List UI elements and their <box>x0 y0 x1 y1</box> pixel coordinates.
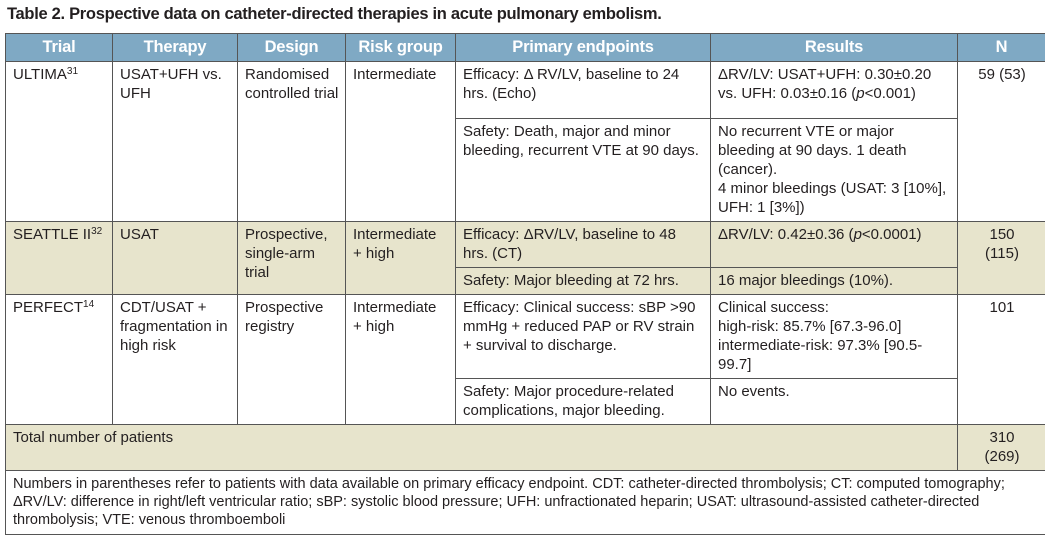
total-label: Total number of patients <box>6 425 958 471</box>
design-cell: Randomised controlled trial <box>238 62 346 222</box>
n-cell <box>958 222 1045 295</box>
trial-cell <box>6 295 113 425</box>
table-footnote: Numbers in parentheses refer to patients with data available on primary efficacy endpoint. CDT: catheter-directed thrombolysis; CT: computed tomography; ΔRV/LV: difference in right/left ventricular ratio; sBP: systolic blood pressure; UFH: unfractionated heparin; USAT: ultrasound-assisted catheter-directed thrombolysis; VTE: venous thromboemboli <box>6 471 1045 535</box>
header-primary-endpoints: Primary endpoints <box>456 34 711 62</box>
result-text: Clinical success: <box>718 299 829 316</box>
n-cell: 59 (53) <box>958 62 1045 222</box>
trial-reference: 14 <box>83 299 95 310</box>
table-caption: Table 2. Prospective data on catheter-directed therapies in acute pulmonary embolism. <box>7 5 662 23</box>
result-text: ΔRV/LV: 0.42±0.36 ( <box>718 226 854 243</box>
header-risk-group: Risk group <box>346 34 456 62</box>
header-design: Design <box>238 34 346 62</box>
safety-endpoint-cell: Safety: Major bleeding at 72 hrs. <box>456 268 711 295</box>
result-text: ( <box>851 85 857 102</box>
result-text: 4 minor bleedings (USAT: 3 [10%], UFH: 1 [3%]) <box>718 180 947 216</box>
trial-name: SEATTLE II <box>13 226 92 243</box>
footnote-row <box>6 471 1045 535</box>
design-cell: Prospective, single-arm trial <box>238 222 346 295</box>
efficacy-endpoint-cell: Efficacy: Clinical success: sBP >90 mmHg + reduced PAP or RV strain + survival to discharge. <box>456 295 711 379</box>
trial-name: ULTIMA <box>13 66 67 83</box>
trial-cell <box>6 62 113 222</box>
risk-group-cell: Intermediate + high <box>346 222 456 295</box>
efficacy-endpoint-cell: Efficacy: Δ RV/LV, baseline to 24 hrs. (Echo) <box>456 62 711 119</box>
n-evaluable: (115) <box>985 245 1019 262</box>
result-text: intermediate-risk: 97.3% [90.5-99.7] <box>718 337 923 373</box>
efficacy-result-cell <box>711 222 958 268</box>
trial-name: PERFECT <box>13 299 84 316</box>
total-row <box>6 425 1045 471</box>
trials-table <box>5 33 1045 535</box>
therapy-cell: CDT/USAT + fragmentation in high risk <box>113 295 238 425</box>
safety-endpoint-cell: Safety: Major procedure-related complications, major bleeding. <box>456 379 711 425</box>
total-n-evaluable: (269) <box>984 448 1020 465</box>
safety-endpoint-cell: Safety: Death, major and minor bleeding, recurrent VTE at 90 days. <box>456 119 711 222</box>
header-therapy: Therapy <box>113 34 238 62</box>
result-text: <0.0001) <box>861 226 922 243</box>
result-text: ΔRV/LV: USAT+UFH: 0.30±0.20 vs. UFH: 0.03±0.16 <box>718 66 932 102</box>
header-row <box>6 34 1045 62</box>
risk-group-cell: Intermediate + high <box>346 295 456 425</box>
header-results: Results <box>711 34 958 62</box>
therapy-cell: USAT <box>113 222 238 295</box>
n-cell: 101 <box>958 295 1045 425</box>
total-n-cell <box>958 425 1045 471</box>
safety-result-cell: No events. <box>711 379 958 425</box>
risk-group-cell: Intermediate <box>346 62 456 222</box>
header-trial: Trial <box>6 34 113 62</box>
total-n: 310 <box>989 429 1015 446</box>
trial-reference: 31 <box>66 66 79 77</box>
efficacy-endpoint-cell: Efficacy: ΔRV/LV, baseline to 48 hrs. (CT) <box>456 222 711 268</box>
n-total: 150 <box>989 226 1015 243</box>
p-value-symbol: p <box>853 226 862 243</box>
therapy-cell: USAT+UFH vs. UFH <box>113 62 238 222</box>
result-text: <0.001) <box>864 85 916 102</box>
safety-result-cell: 16 major bleedings (10%). <box>711 268 958 295</box>
trial-reference: 32 <box>91 226 103 237</box>
design-cell: Prospective registry <box>238 295 346 425</box>
result-text: No recurrent VTE or major bleeding at 90 days. 1 death (cancer). <box>718 123 907 178</box>
efficacy-result-cell <box>711 62 958 119</box>
header-n: N <box>958 34 1045 62</box>
trial-cell <box>6 222 113 295</box>
efficacy-result-cell <box>711 295 958 379</box>
result-text: high-risk: 85.7% [67.3-96.0] <box>718 318 902 335</box>
table-row <box>6 62 1045 119</box>
safety-result-cell <box>711 119 958 222</box>
table-row <box>6 295 1045 379</box>
p-value-symbol: p <box>856 85 865 102</box>
table-row <box>6 222 1045 268</box>
